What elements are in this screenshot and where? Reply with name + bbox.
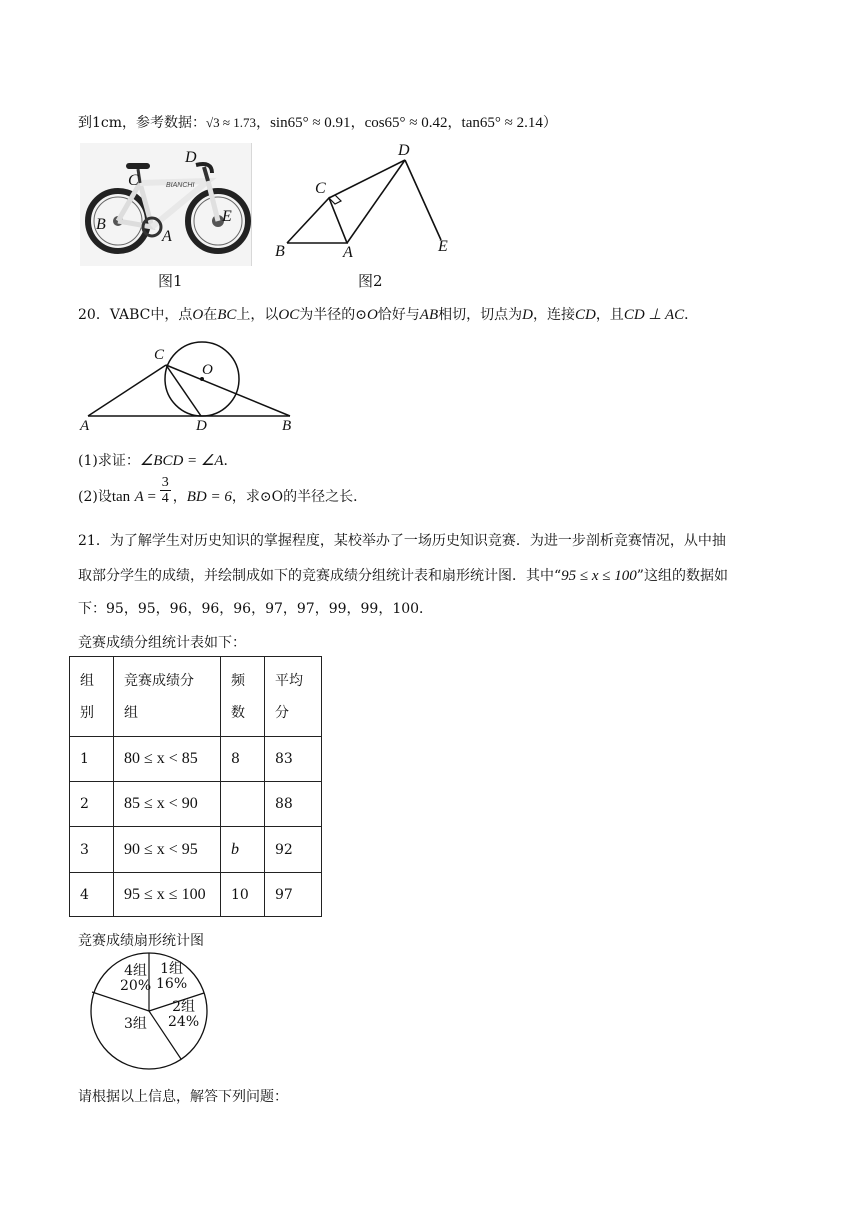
q20-text: ，连接 xyxy=(532,307,575,323)
q21-number: 21． xyxy=(78,533,110,549)
fig2-label-C: C xyxy=(315,180,326,197)
cell-frequency: 10 xyxy=(221,873,265,917)
q20-label-D: D xyxy=(196,418,207,434)
q20-number: 20． xyxy=(78,307,110,323)
q20-math: AB xyxy=(419,307,439,323)
cell-average: 88 xyxy=(265,782,322,827)
cell-frequency: 8 xyxy=(221,737,265,782)
fig1-label-C: C xyxy=(128,172,139,189)
fig1-label-B: B xyxy=(96,216,106,233)
tan-text: tan xyxy=(111,489,131,505)
header-score-range: 竞赛成绩分 组 xyxy=(114,657,221,737)
table-title: 竞赛成绩分组统计表如下： xyxy=(78,635,246,651)
table-row xyxy=(70,873,322,917)
q20-label-O: O xyxy=(202,362,213,378)
q20-statement xyxy=(78,304,698,324)
separator: ， xyxy=(256,115,271,131)
q20-circle-triangle-diagram xyxy=(80,335,300,420)
cell-group: 2 xyxy=(70,782,114,827)
angle-A: A xyxy=(134,489,144,505)
q21-line1 xyxy=(78,530,726,550)
separator: ， xyxy=(447,115,462,131)
cell-range: 95 ≤ x ≤ 100 xyxy=(114,873,221,917)
fig2-label-B: B xyxy=(275,243,285,260)
q20-text: 上，以 xyxy=(236,307,279,323)
q20-bd-value: BD = 6 xyxy=(186,489,232,505)
header-frequency: 频 数 xyxy=(221,657,265,737)
q21-text: 为了解学生对历史知识的掌握程度，某校举办了一场历史知识竞赛．为进一步剖析竞赛情况，从中抽 xyxy=(109,533,726,549)
fig2-label-D: D xyxy=(398,142,410,159)
fig1-label-E: E xyxy=(222,208,232,225)
cell-average: 92 xyxy=(265,827,322,873)
cell-frequency xyxy=(221,782,265,827)
separator: ， xyxy=(172,489,187,505)
fraction-numerator: 3 xyxy=(161,474,169,490)
pie-label-group1: 1组 16% xyxy=(156,961,188,992)
cell-range: 90 ≤ x < 95 xyxy=(114,827,221,873)
cell-group: 1 xyxy=(70,737,114,782)
q20-part2 xyxy=(78,474,368,506)
table-row xyxy=(70,737,322,782)
sin65-value: sin65° ≈ 0.91 xyxy=(270,115,351,131)
q20-part2-suffix: ，求⊙O的半径之长． xyxy=(231,489,368,505)
q20-part1-suffix: ． xyxy=(223,453,238,469)
tan65-value: tan65° ≈ 2.14 xyxy=(461,115,543,131)
fraction-denominator: 4 xyxy=(161,490,169,506)
q20-math: O xyxy=(192,307,204,323)
q20-label-C: C xyxy=(154,347,165,363)
table-header-row xyxy=(70,657,322,737)
header-average: 平均 分 xyxy=(265,657,322,737)
q20-label-A: A xyxy=(80,418,90,434)
score-group-table xyxy=(69,656,322,917)
q20-math: O xyxy=(366,307,378,323)
fig2-label-E: E xyxy=(438,238,448,255)
q21-closing: 请根据以上信息，解答下列问题： xyxy=(78,1089,288,1105)
cell-range: 85 ≤ x < 90 xyxy=(114,782,221,827)
q20-math: D xyxy=(522,307,533,323)
cell-average: 83 xyxy=(265,737,322,782)
q20-label-B: B xyxy=(282,418,292,434)
q20-part1-prefix: (1)求证： xyxy=(78,453,140,469)
cell-group: 3 xyxy=(70,827,114,873)
cell-frequency: b xyxy=(221,827,265,873)
bicycle-photo xyxy=(80,143,252,266)
pie-label-group4: 4组 20% xyxy=(120,963,152,994)
cell-group: 4 xyxy=(70,873,114,917)
fig2-label-A: A xyxy=(343,244,353,261)
q21-text: 取部分学生的成绩，并绘制成如下的竞赛成绩分组统计表和扇形统计图．其中“ xyxy=(78,568,562,584)
q20-text: 为半径的⊙ xyxy=(299,307,367,323)
q20-math: OC xyxy=(278,307,300,323)
figure1-caption: 图1 xyxy=(158,272,183,290)
q21-text: ”这组的数据如 xyxy=(636,568,728,584)
equals: = xyxy=(143,489,160,505)
q20-text: VABC中，点 xyxy=(109,307,193,323)
reference-suffix: ） xyxy=(542,115,557,131)
fraction-3-4 xyxy=(160,475,171,506)
q21-range-math: 95 ≤ x ≤ 100 xyxy=(561,568,637,584)
cell-average: 97 xyxy=(265,873,322,917)
q20-math: CD xyxy=(574,307,596,323)
bike-brand-text: BIANCHI xyxy=(166,182,195,189)
fig1-label-A: A xyxy=(162,228,172,245)
fig1-label-D: D xyxy=(185,149,197,166)
header-group: 组 别 xyxy=(70,657,114,737)
q20-math: CD ⊥ AC xyxy=(623,307,685,323)
q20-text: 相切，切点为 xyxy=(438,307,523,323)
figure2-diagram xyxy=(265,140,465,265)
pie-label-group3: 3组 xyxy=(124,1016,147,1032)
q20-part2-prefix: (2)设 xyxy=(78,489,112,505)
separator: ， xyxy=(350,115,365,131)
q20-part1-math: ∠BCD = ∠A xyxy=(139,453,224,469)
table-row xyxy=(70,782,322,827)
reference-prefix: 到1cm，参考数据： xyxy=(78,115,207,131)
q20-math: BC xyxy=(217,307,237,323)
pie-chart-title: 竞赛成绩扇形统计图 xyxy=(78,933,204,949)
q20-text: 恰好与 xyxy=(377,307,420,323)
q20-text: 在 xyxy=(203,307,218,323)
pie-label-group2: 2组 24% xyxy=(168,999,200,1030)
cos65-value: cos65° ≈ 0.42 xyxy=(364,115,448,131)
sqrt3-value: √3 ≈ 1.73 xyxy=(206,115,257,130)
cell-range: 80 ≤ x < 85 xyxy=(114,737,221,782)
q20-text: ，且 xyxy=(595,307,624,323)
table-row xyxy=(70,827,322,873)
reference-data-line xyxy=(78,112,557,132)
figure2-caption: 图2 xyxy=(358,272,383,290)
q20-part1 xyxy=(78,450,238,470)
q21-line3: 下：95，95，96，96，96，97，97，99，99，100． xyxy=(78,601,434,617)
q20-text: ． xyxy=(684,307,699,323)
q21-line2 xyxy=(78,565,728,585)
